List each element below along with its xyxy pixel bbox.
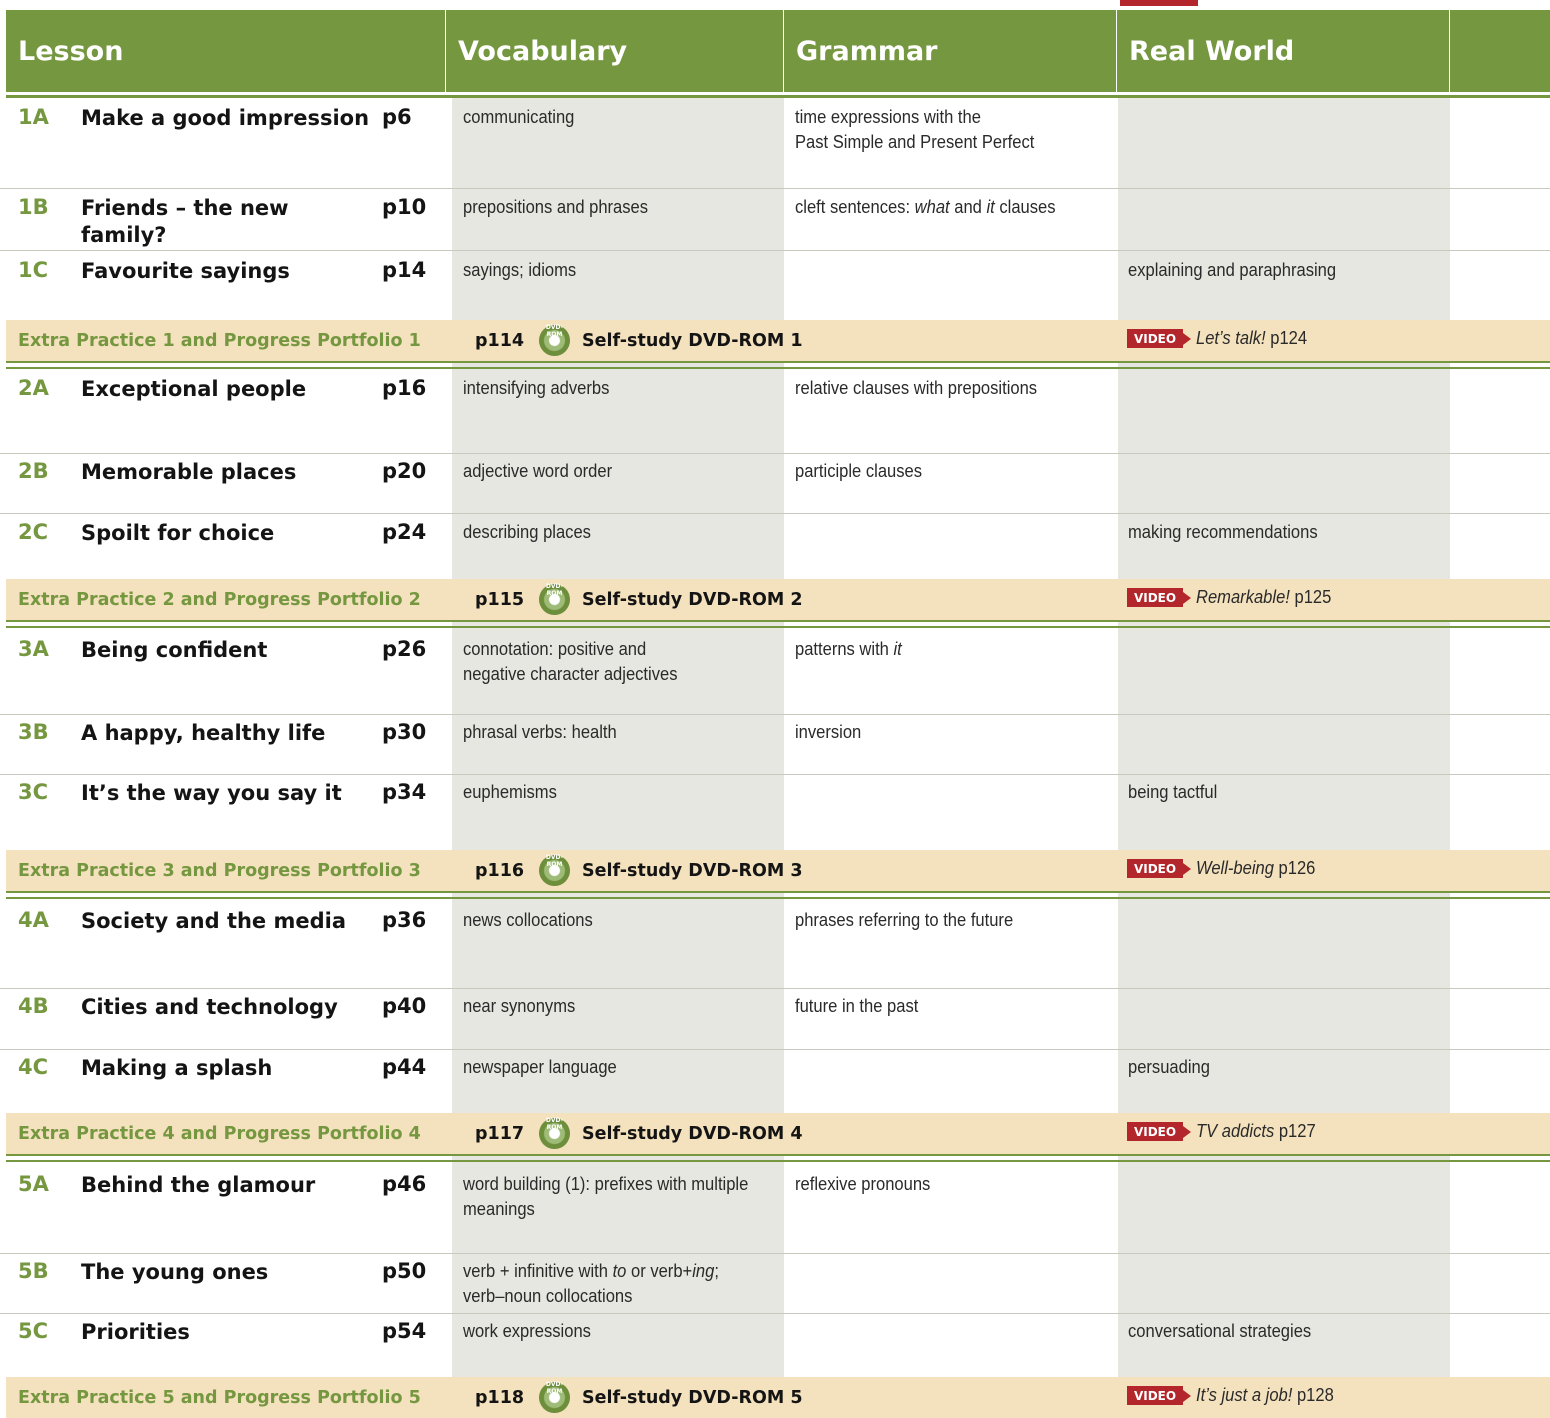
extra-practice-band — [6, 1113, 1550, 1154]
header-vocabulary-label: Vocabulary — [458, 35, 628, 67]
band-page[interactable]: p114 — [475, 330, 525, 351]
vocabulary-text: prepositions and phrases — [463, 197, 649, 217]
band-dvd-rom[interactable]: Self-study DVD-ROM 4 — [582, 1123, 803, 1144]
video-badge: VIDEO — [1127, 329, 1183, 348]
lesson-title[interactable]: Behind the glamour — [81, 1173, 316, 1197]
lesson-page[interactable]: p54 — [382, 1319, 427, 1343]
lesson-page[interactable]: p34 — [382, 780, 427, 804]
lesson-title[interactable]: Priorities — [81, 1320, 190, 1344]
lesson-page[interactable]: p16 — [382, 376, 427, 400]
row-separator — [0, 250, 1550, 251]
lesson-title[interactable]: It’s the way you say it — [81, 781, 342, 805]
vocabulary-text: meanings — [463, 1199, 535, 1219]
band-rule-bottom — [6, 361, 1550, 363]
header-grammar — [784, 10, 1117, 92]
grammar-text: relative clauses with prepositions — [795, 378, 1038, 398]
extra-practice-band — [6, 579, 1550, 620]
row-separator — [0, 1253, 1550, 1254]
lesson-code: 2C — [18, 520, 49, 544]
extra-practice-band — [6, 320, 1550, 361]
row-separator — [0, 1313, 1550, 1314]
vocabulary-text: verb–noun collocations — [463, 1286, 633, 1306]
real-world-column-shade — [1118, 98, 1450, 1418]
lesson-title[interactable]: Making a splash — [81, 1056, 273, 1080]
dvd-rom-icon-label: DVD-ROM — [545, 854, 564, 868]
band-page[interactable]: p117 — [475, 1123, 525, 1144]
vocabulary-text: word building (1): prefixes with multiple — [463, 1174, 749, 1194]
band-title[interactable]: Extra Practice 1 and Progress Portfolio 1 — [18, 330, 421, 351]
lesson-page[interactable]: p14 — [382, 258, 427, 282]
lesson-title[interactable]: Memorable places — [81, 460, 297, 484]
table-header — [6, 10, 1550, 92]
lesson-code: 5A — [18, 1172, 49, 1196]
lesson-page[interactable]: p10 — [382, 195, 427, 219]
video-arrow-icon — [1183, 592, 1191, 604]
vocabulary-text: communicating — [463, 107, 575, 127]
vocabulary-text: euphemisms — [463, 782, 557, 802]
vocabulary-text: negative character adjectives — [463, 664, 678, 684]
video-arrow-icon — [1183, 333, 1191, 345]
band-rule-bottom — [6, 891, 1550, 893]
lesson-code: 3A — [18, 637, 49, 661]
vocabulary-text: sayings; idioms — [463, 260, 577, 280]
video-badge: VIDEO — [1127, 588, 1183, 607]
video-arrow-icon — [1183, 863, 1191, 875]
header-grammar-label: Grammar — [796, 35, 938, 67]
grammar-text: cleft sentences: what and it clauses — [795, 197, 1056, 217]
band-dvd-rom[interactable]: Self-study DVD-ROM 3 — [582, 860, 803, 881]
extra-practice-band — [6, 1377, 1550, 1418]
header-vocabulary — [446, 10, 784, 92]
real-world-text: being tactful — [1128, 782, 1218, 802]
video-link[interactable]: TV addicts p127 — [1196, 1121, 1316, 1141]
vocabulary-text: news collocations — [463, 910, 593, 930]
lesson-title[interactable]: A happy, healthy life — [81, 721, 326, 745]
row-separator — [0, 988, 1550, 989]
video-arrow-icon — [1183, 1126, 1191, 1138]
real-world-text: explaining and paraphrasing — [1128, 260, 1337, 280]
vocabulary-text: connotation: positive and — [463, 639, 647, 659]
lesson-code: 2A — [18, 376, 49, 400]
band-dvd-rom[interactable]: Self-study DVD-ROM 2 — [582, 589, 803, 610]
band-rule-bottom — [6, 897, 1550, 899]
lesson-title[interactable]: Friends – the new family? — [81, 196, 289, 247]
row-separator — [0, 513, 1550, 514]
lesson-code: 5B — [18, 1259, 49, 1283]
lesson-title[interactable]: Exceptional people — [81, 377, 307, 401]
band-page[interactable]: p116 — [475, 860, 525, 881]
grammar-text: time expressions with the — [795, 107, 981, 127]
video-badge: VIDEO — [1127, 1122, 1183, 1141]
video-badge: VIDEO — [1127, 859, 1183, 878]
row-separator — [0, 774, 1550, 775]
video-arrow-icon — [1183, 1390, 1191, 1402]
grammar-text: phrases referring to the future — [795, 910, 1014, 930]
lesson-page[interactable]: p6 — [382, 105, 412, 129]
header-real-world-label: Real World — [1129, 35, 1295, 67]
vocabulary-text: work expressions — [463, 1321, 591, 1341]
lesson-title[interactable]: Being confident — [81, 638, 268, 662]
header-rule — [6, 95, 1550, 98]
grammar-text: reflexive pronouns — [795, 1174, 931, 1194]
lesson-code: 1B — [18, 195, 49, 219]
lesson-title[interactable]: Make a good impression — [81, 106, 370, 130]
lesson-title[interactable]: The young ones — [81, 1260, 269, 1284]
lesson-code: 3B — [18, 720, 49, 744]
grammar-text: participle clauses — [795, 461, 923, 481]
band-title[interactable]: Extra Practice 5 and Progress Portfolio 5 — [18, 1387, 421, 1408]
lesson-title[interactable]: Favourite sayings — [81, 259, 290, 283]
band-rule-bottom — [6, 626, 1550, 628]
vocabulary-text: phrasal verbs: health — [463, 722, 617, 742]
grammar-text: Past Simple and Present Perfect — [795, 132, 1035, 152]
grammar-text: future in the past — [795, 996, 919, 1016]
vocabulary-text: newspaper language — [463, 1057, 617, 1077]
vocabulary-text: adjective word order — [463, 461, 613, 481]
band-title[interactable]: Extra Practice 4 and Progress Portfolio 4 — [18, 1123, 421, 1144]
lesson-page[interactable]: p46 — [382, 1172, 427, 1196]
dvd-rom-icon — [539, 325, 570, 356]
lesson-page[interactable]: p26 — [382, 637, 427, 661]
band-title[interactable]: Extra Practice 3 and Progress Portfolio 3 — [18, 860, 421, 881]
lesson-code: 4B — [18, 994, 49, 1018]
video-link[interactable]: Remarkable! p125 — [1196, 587, 1332, 607]
dvd-rom-icon — [539, 1382, 570, 1413]
lesson-page[interactable]: p36 — [382, 908, 427, 932]
lesson-page[interactable]: p44 — [382, 1055, 427, 1079]
vocabulary-text: verb + infinitive with to or verb+ing; — [463, 1261, 719, 1281]
lesson-code: 5C — [18, 1319, 49, 1343]
band-dvd-rom[interactable]: Self-study DVD-ROM 5 — [582, 1387, 803, 1408]
extra-practice-band — [6, 850, 1550, 891]
lesson-page[interactable]: p50 — [382, 1259, 427, 1283]
grammar-text: inversion — [795, 722, 862, 742]
lesson-code: 1C — [18, 258, 49, 282]
row-separator — [0, 453, 1550, 454]
band-rule-bottom — [6, 1160, 1550, 1162]
vocabulary-text: describing places — [463, 522, 591, 542]
band-page[interactable]: p118 — [475, 1387, 525, 1408]
lesson-page[interactable]: p30 — [382, 720, 427, 744]
video-badge: VIDEO — [1127, 1386, 1183, 1405]
row-separator — [0, 188, 1550, 189]
real-world-text: persuading — [1128, 1057, 1210, 1077]
vocabulary-text: intensifying adverbs — [463, 378, 610, 398]
lesson-title[interactable]: Spoilt for choice — [81, 521, 275, 545]
lesson-page[interactable]: p40 — [382, 994, 427, 1018]
lesson-title[interactable]: Cities and technology — [81, 995, 338, 1019]
band-rule-bottom — [6, 367, 1550, 369]
row-separator — [0, 1049, 1550, 1050]
band-dvd-rom[interactable]: Self-study DVD-ROM 1 — [582, 330, 803, 351]
dvd-rom-icon-label: DVD-ROM — [545, 1381, 564, 1395]
row-separator — [0, 714, 1550, 715]
lesson-code: 4C — [18, 1055, 49, 1079]
grammar-text: patterns with it — [795, 639, 902, 659]
lesson-code: 4A — [18, 908, 49, 932]
band-page[interactable]: p115 — [475, 589, 525, 610]
dvd-rom-icon-label: DVD-ROM — [545, 1117, 564, 1131]
lesson-page[interactable]: p24 — [382, 520, 427, 544]
real-world-text: conversational strategies — [1128, 1321, 1312, 1341]
vocabulary-text: near synonyms — [463, 996, 576, 1016]
top-red-tab — [1120, 0, 1198, 6]
band-rule-bottom — [6, 620, 1550, 622]
lesson-code: 2B — [18, 459, 49, 483]
band-rule-bottom — [6, 1154, 1550, 1156]
lesson-page[interactable]: p20 — [382, 459, 427, 483]
header-lesson — [6, 10, 446, 92]
lesson-code: 1A — [18, 105, 49, 129]
header-real-world — [1117, 10, 1450, 92]
band-title[interactable]: Extra Practice 2 and Progress Portfolio 2 — [18, 589, 421, 610]
dvd-rom-icon — [539, 584, 570, 615]
dvd-rom-icon — [539, 1118, 570, 1149]
lesson-title[interactable]: Society and the media — [81, 909, 347, 933]
lesson-code: 3C — [18, 780, 49, 804]
dvd-rom-icon-label: DVD-ROM — [545, 583, 564, 597]
video-link[interactable]: It’s just a job! p128 — [1196, 1385, 1334, 1405]
real-world-text: making recommendations — [1128, 522, 1318, 542]
dvd-rom-icon — [539, 855, 570, 886]
header-lesson-label: Lesson — [18, 35, 124, 67]
dvd-rom-icon-label: DVD-ROM — [545, 324, 564, 338]
video-link[interactable]: Let’s talk! p124 — [1196, 328, 1308, 348]
video-link[interactable]: Well-being p126 — [1196, 858, 1316, 878]
